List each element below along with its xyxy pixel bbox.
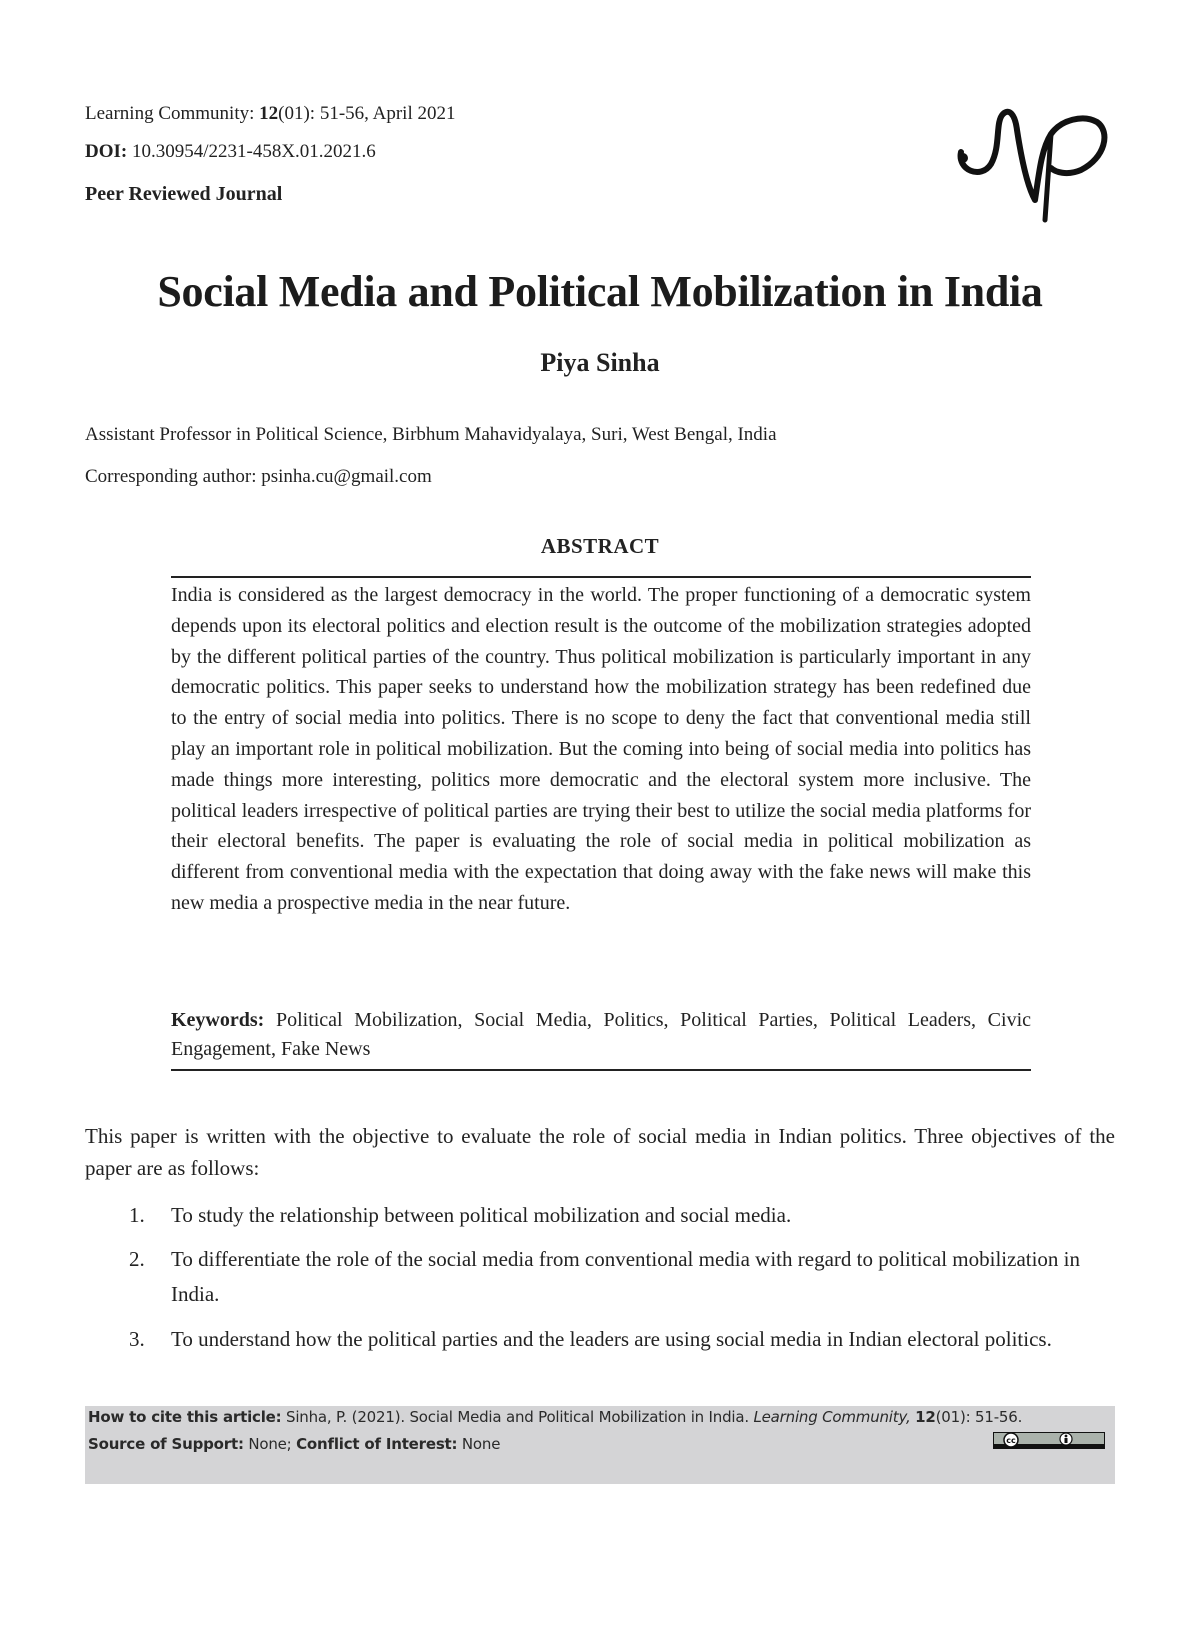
cc-by-license-icon: [993, 1432, 1105, 1449]
list-item-text: To understand how the political parties and the leaders are using social media in Indian electoral politics.: [171, 1327, 1052, 1351]
citation-box: [85, 1406, 1115, 1484]
keywords: [171, 1006, 1031, 1064]
conflict-label: Conflict of Interest:: [296, 1435, 458, 1453]
list-item-text: To differentiate the role of the social media from conventional media with regard to political mobilization in India.: [171, 1247, 1081, 1306]
list-item: [85, 1322, 1115, 1398]
support-value: None;: [248, 1435, 292, 1453]
list-item-number: 3.: [129, 1327, 145, 1351]
journal-name: Learning Community:: [85, 103, 255, 124]
support-conflict-line: [88, 1435, 500, 1453]
list-item: [85, 1198, 1115, 1242]
conflict-value: None: [461, 1435, 501, 1453]
citation-pages: (01): 51-56.: [935, 1408, 1023, 1426]
keywords-label: Keywords:: [171, 1009, 265, 1031]
author-name: Piya Sinha: [540, 348, 660, 377]
svg-text:cc: cc: [1006, 1436, 1016, 1445]
how-to-cite-line: [88, 1408, 1022, 1426]
journal-volume: 12: [259, 103, 279, 124]
corresponding-author: Corresponding author: psinha.cu@gmail.com: [85, 466, 432, 487]
list-item-number: 1.: [129, 1203, 145, 1227]
citation-volume: 12: [915, 1408, 936, 1426]
paper-title: Social Media and Political Mobilization in India: [157, 267, 1043, 316]
author-affiliation: Assistant Professor in Political Science, Birbhum Mahavidyalaya, Suri, West Bengal, India: [85, 424, 777, 445]
abstract-heading: ABSTRACT: [540, 534, 660, 558]
intro-paragraph: This paper is written with the objective to evaluate the role of social media in Indian politics. Three objectives of the paper are as follows:: [85, 1124, 1115, 1180]
support-label: Source of Support:: [88, 1435, 244, 1453]
abstract-text: India is considered as the largest democracy in the world. The proper functioning of a democratic system depends upon its electoral politics and election result is the outcome of the mobilization strategies adopted by the different political parties of the country. Thus political mobilization is particularly important in any democratic politics. This paper seeks to understand how the mobilization strategy has been redefined due to the entry of social media into politics. There is no scope to deny the fact that conventional media still play an important role in political mobilization. But the coming into being of social media into politics has made things more interesting, politics more democratic and the electoral system more inclusive. The political leaders irrespective of political parties are trying their best to utilize the social media platforms for their electoral benefits. The paper is evaluating the role of social media in political mobilization as different from conventional media with the expectation that doing away with the fake news will make this new media a prospective media in the near future.: [171, 584, 1031, 914]
how-to-cite-label: How to cite this article:: [88, 1408, 282, 1426]
keywords-list: Political Mobilization, Social Media, Politics, Political Parties, Political Leaders, Civic Engagement, Fake News: [171, 1009, 1031, 1060]
journal-citation-line: [85, 103, 455, 125]
list-item-number: 2.: [129, 1247, 145, 1271]
list-item-text: To study the relationship between political mobilization and social media.: [171, 1203, 792, 1227]
citation-journal: Learning Community,: [753, 1408, 911, 1426]
citation-text: Sinha, P. (2021). Social Media and Political Mobilization in India.: [286, 1408, 749, 1426]
journal-issue-date: (01): 51-56, April 2021: [278, 103, 456, 124]
objectives-list: [85, 1198, 1115, 1398]
abstract-bottom-rule: [171, 1069, 1031, 1071]
doi-line: [85, 141, 376, 163]
list-item: [85, 1242, 1115, 1322]
journal-logo-icon: [955, 100, 1115, 228]
doi-label: DOI:: [85, 141, 128, 162]
abstract-top-rule: [171, 576, 1031, 578]
doi-value: 10.30954/2231-458X.01.2021.6: [131, 141, 376, 162]
peer-reviewed-label: Peer Reviewed Journal: [85, 183, 283, 205]
